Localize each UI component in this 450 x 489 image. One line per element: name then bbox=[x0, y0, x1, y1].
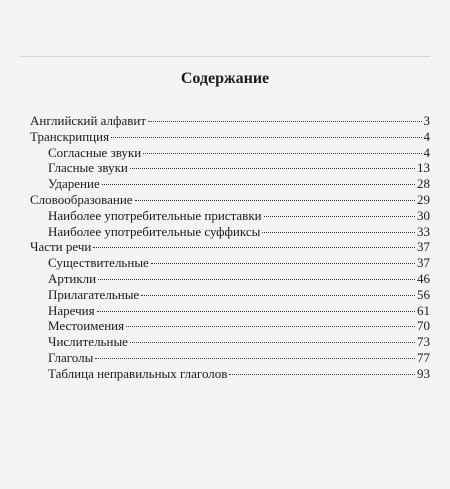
toc-entry[interactable] bbox=[30, 129, 430, 145]
toc-entry[interactable] bbox=[30, 334, 430, 350]
toc-entry[interactable] bbox=[30, 303, 430, 319]
toc-entry-label: Артикли bbox=[48, 270, 97, 286]
toc-entry-label: Английский алфавит bbox=[30, 113, 147, 128]
toc-entry-page: 37 bbox=[417, 255, 430, 271]
toc-entry-label: Прилагательные bbox=[48, 286, 140, 302]
toc-entry-label: Части речи bbox=[30, 239, 92, 255]
dot-leader bbox=[95, 358, 415, 359]
dot-leader bbox=[148, 121, 421, 122]
toc-entry[interactable] bbox=[30, 208, 430, 224]
toc-entry[interactable] bbox=[30, 366, 430, 382]
toc-entry-label: Наречия bbox=[48, 302, 95, 318]
toc-entry[interactable] bbox=[30, 271, 430, 287]
toc-entry-label: Словообразование bbox=[30, 191, 133, 207]
toc-entry[interactable] bbox=[30, 287, 430, 303]
toc-entry-page: 46 bbox=[417, 270, 430, 286]
toc-entry-label: Местоимения bbox=[48, 318, 125, 334]
toc-entry-label: Глаголы bbox=[48, 349, 94, 365]
dot-leader bbox=[135, 200, 415, 201]
dot-leader bbox=[126, 326, 415, 327]
toc-entry-page: 13 bbox=[417, 160, 430, 176]
toc-entry[interactable] bbox=[30, 192, 430, 208]
toc-entry-page: 30 bbox=[417, 207, 430, 223]
dot-leader bbox=[111, 137, 421, 138]
toc-entry-page: 93 bbox=[417, 365, 430, 381]
header-rule bbox=[20, 56, 430, 57]
dot-leader bbox=[102, 184, 415, 185]
toc-entry[interactable] bbox=[30, 255, 430, 271]
dot-leader bbox=[262, 232, 415, 233]
toc-entry-label: Наиболее употребительные суффиксы bbox=[48, 223, 261, 239]
dot-leader bbox=[130, 168, 415, 169]
toc-entry-page: 29 bbox=[417, 191, 430, 207]
page-title: Содержание bbox=[180, 70, 270, 87]
toc-entry-label: Таблица неправильных глаголов bbox=[48, 365, 228, 381]
toc-entry-label: Наиболее употребительные приставки bbox=[48, 207, 262, 223]
toc-entry-label: Транскрипция bbox=[30, 128, 110, 144]
toc-entry-label: Числительные bbox=[48, 334, 128, 350]
table-of-contents bbox=[30, 113, 430, 382]
toc-entry[interactable] bbox=[30, 350, 430, 366]
toc-entry-label: Ударение bbox=[48, 176, 100, 192]
toc-entry-page: 70 bbox=[417, 318, 430, 334]
dot-leader bbox=[98, 279, 415, 280]
toc-entry[interactable] bbox=[30, 318, 430, 334]
toc-entry-label: Гласные звуки bbox=[48, 160, 128, 176]
dot-leader bbox=[264, 216, 415, 217]
dot-leader bbox=[130, 342, 415, 343]
dot-leader bbox=[141, 295, 415, 296]
dot-leader bbox=[93, 247, 415, 248]
dot-leader bbox=[143, 153, 421, 154]
toc-entry[interactable] bbox=[30, 145, 430, 161]
toc-entry[interactable] bbox=[30, 239, 430, 255]
toc-entry-page: 28 bbox=[417, 176, 430, 192]
toc-entry-page: 3 bbox=[423, 113, 430, 128]
toc-entry-label: Согласные звуки bbox=[48, 144, 142, 160]
toc-entry-page: 73 bbox=[417, 334, 430, 350]
toc-entry[interactable] bbox=[30, 176, 430, 192]
dot-leader bbox=[229, 374, 415, 375]
dot-leader bbox=[151, 263, 415, 264]
toc-entry-page: 33 bbox=[417, 223, 430, 239]
toc-entry-page: 37 bbox=[417, 239, 430, 255]
toc-entry-page: 4 bbox=[423, 144, 430, 160]
toc-entry-label: Существительные bbox=[48, 255, 149, 271]
toc-entry-page: 61 bbox=[417, 302, 430, 318]
toc-entry[interactable] bbox=[30, 113, 430, 129]
toc-entry-page: 77 bbox=[417, 349, 430, 365]
toc-entry[interactable] bbox=[30, 160, 430, 176]
dot-leader bbox=[97, 311, 415, 312]
toc-entry-page: 56 bbox=[417, 286, 430, 302]
toc-entry-page: 4 bbox=[423, 128, 430, 144]
toc-entry[interactable] bbox=[30, 224, 430, 240]
